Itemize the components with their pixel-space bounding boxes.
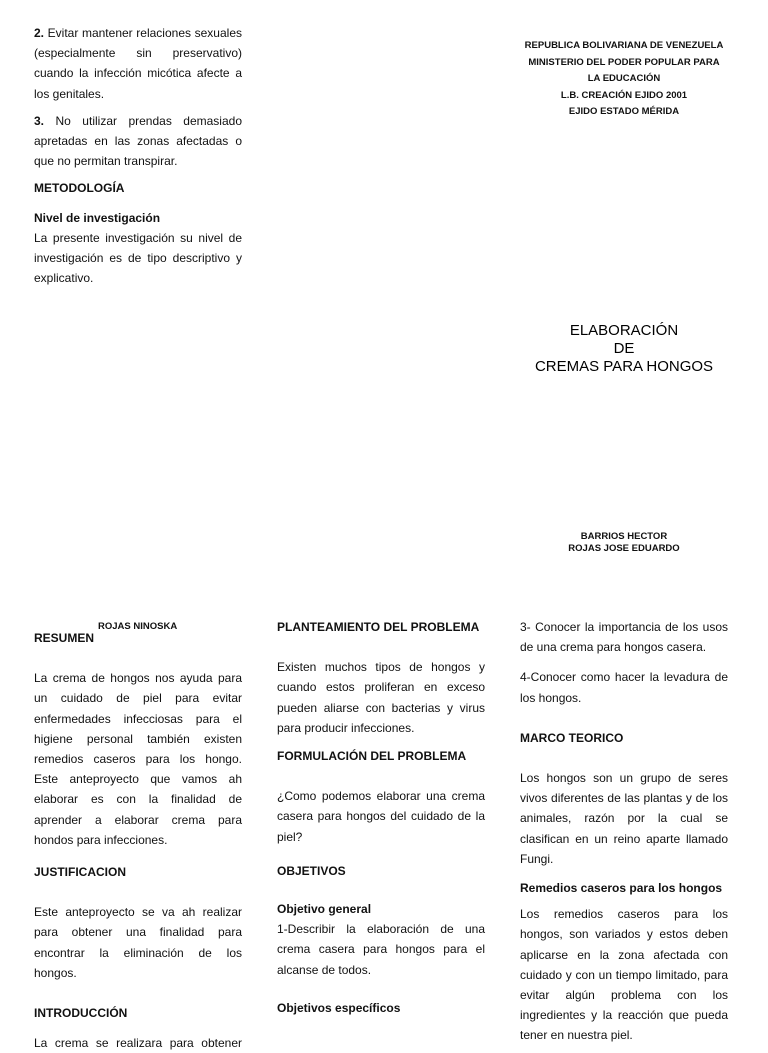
nivel-investigacion-heading: Nivel de investigación xyxy=(34,210,161,225)
objetivos-especificos-heading: Objetivos específicos xyxy=(277,1000,401,1015)
header-line: REPUBLICA BOLIVARIANA DE VENEZUELA xyxy=(524,40,724,51)
objetivo-general-text: 1-Describir la elaboración de una crema casera para hongos para el alcanse de todos. xyxy=(277,922,485,977)
objetivos-heading: OBJETIVOS xyxy=(277,863,346,878)
recommendation-item-3 xyxy=(34,111,242,172)
planteamiento-text: Existen muchos tipos de hongos y cuando estos proliferan en exceso pueden aliarse con bacterias y virus para producir infecciones. xyxy=(277,660,485,735)
metodologia-heading: METODOLOGÍA xyxy=(34,181,125,196)
item-text: Evitar mantener relaciones sexuales (especialmente sin preservativo) cuando la infección micótica afecte a los genitales. xyxy=(34,26,242,101)
formulacion-text: ¿Como podemos elaborar una crema casera para hongos del cuidado de la piel? xyxy=(277,789,485,844)
cover-title xyxy=(508,322,740,376)
item-number: 2. xyxy=(34,26,45,40)
recommendation-item-2 xyxy=(34,23,242,104)
formulacion-heading: FORMULACIÓN DEL PROBLEMA xyxy=(277,749,467,764)
header-line: LA EDUCACIÓN xyxy=(587,73,661,85)
justificacion-text: Este anteproyecto se va ah realizar para obtener una finalidad para encontrar la eliminación de los hongos. xyxy=(34,905,242,980)
right-column xyxy=(520,617,728,1046)
title-line: ELABORACIÓN xyxy=(569,322,679,339)
cover-institution-header xyxy=(508,38,740,121)
objetivo-especifico-4: 4-Conocer como hacer la levadura de los hongos. xyxy=(520,670,728,705)
item-number: 3. xyxy=(34,113,45,128)
resumen-heading: RESUMEN xyxy=(34,631,95,645)
remedios-caseros-heading: Remedios caseros para los hongos xyxy=(520,881,723,896)
resumen-text: La crema de hongos nos ayuda para un cuidado de piel para evitar enfermedades infecciosas para el higiene personal también existen remedios caseros para los hongo. Este anteproyecto que vamos ah elaborar es con la finalidad de aprender a elaborar crema para hondos para infecciones. xyxy=(34,671,242,847)
objetivo-especifico-3: 3- Conocer la importancia de los usos de una crema para hongos casera. xyxy=(520,620,728,655)
title-line: DE xyxy=(613,340,635,357)
middle-column xyxy=(277,617,485,1018)
remedios-caseros-text: Los remedios caseros para los hongos, son variados y estos deben aplicarse en la zona afectada con cuidado y con un tiempo limitado, para evitar algún problema con los ingredientes y la reacción que pueda tener en nuestra piel. xyxy=(520,907,728,1043)
introduccion-heading: INTRODUCCIÓN xyxy=(34,1006,128,1021)
title-line: CREMAS PARA HONGOS xyxy=(534,358,714,375)
introduccion-text: La crema se realizara para obtener xyxy=(34,1036,242,1051)
marco-teorico-heading: MARCO TEORICO xyxy=(520,730,624,745)
header-line: L.B. CREACIÓN EJIDO 2001 xyxy=(560,89,688,101)
item-text: No utilizar prendas demasiado apretadas en las zonas afectadas o que no permitan transpirar. xyxy=(34,113,242,169)
header-line: EJIDO ESTADO MÉRIDA xyxy=(568,106,680,118)
author-name: ROJAS JOSE EDUARDO xyxy=(568,543,680,554)
marco-teorico-text: Los hongos son un grupo de seres vivos diferentes de las plantas y de los animales, razón por la cual se clasifican en un reino aparte llamado Fungi. xyxy=(520,771,728,866)
left-column xyxy=(34,628,242,1053)
cover-authors xyxy=(508,531,740,555)
top-left-panel xyxy=(34,23,242,288)
objetivo-general-heading: Objetivo general xyxy=(277,902,372,917)
justificacion-heading: JUSTIFICACION xyxy=(34,865,127,880)
header-line: MINISTERIO DEL PODER POPULAR PARA xyxy=(528,56,720,68)
planteamiento-heading: PLANTEAMIENTO DEL PROBLEMA xyxy=(277,620,480,634)
author-name-overflow: ROJAS NINOSKA xyxy=(98,621,178,632)
author-name: BARRIOS HECTOR xyxy=(580,531,668,542)
nivel-investigacion-text: La presente investigación su nivel de investigación es de tipo descriptivo y explicativo. xyxy=(34,230,242,286)
